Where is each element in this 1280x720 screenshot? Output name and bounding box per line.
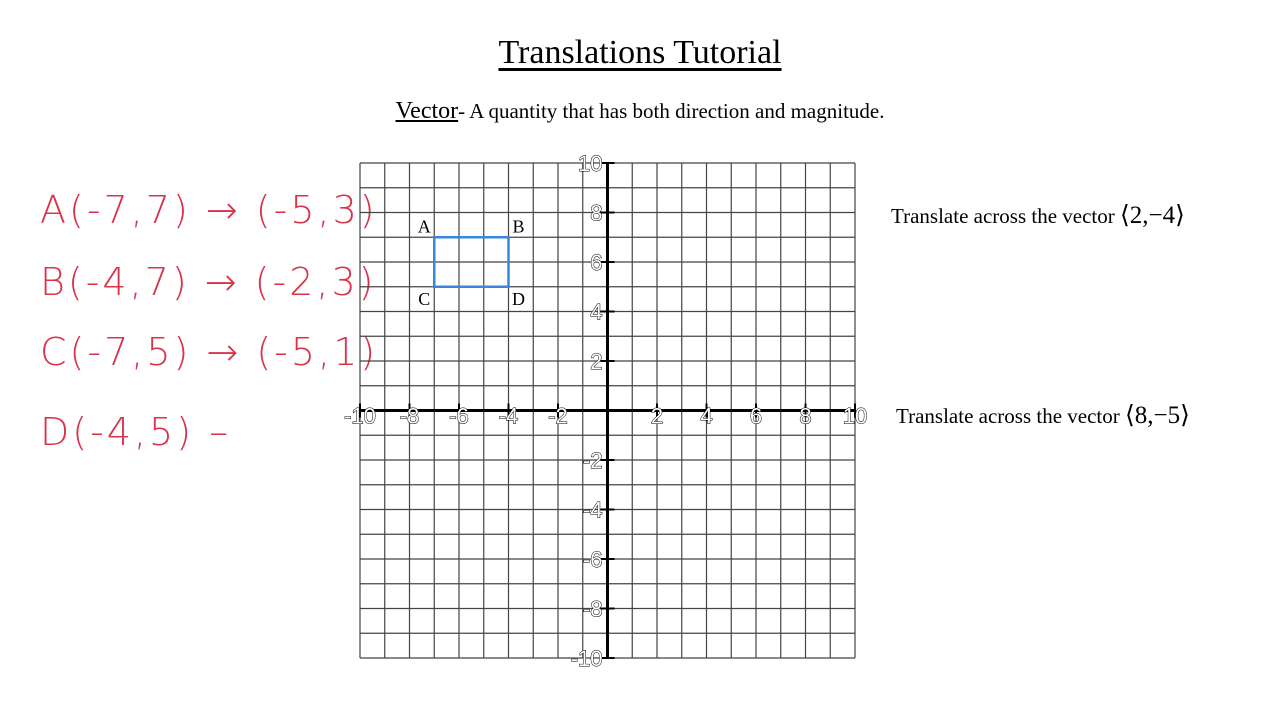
x-tick-label: 6 xyxy=(749,403,763,429)
handwritten-note-b: B(-4,7) → (-2,3) xyxy=(40,260,377,304)
y-tick-label: -6 xyxy=(582,547,603,572)
y-tick-label: 10 xyxy=(578,151,603,176)
x-tick-label: -2 xyxy=(548,403,568,429)
x-tick-label: 10 xyxy=(842,403,868,429)
x-tick-label: -6 xyxy=(449,403,469,429)
instruction-1-text: Translate across the vector xyxy=(891,204,1115,228)
y-tick-label: 8 xyxy=(590,200,603,226)
point-label-c: C xyxy=(418,288,431,309)
x-tick-label: -10 xyxy=(344,403,376,429)
y-tick-label: -4 xyxy=(582,497,603,523)
x-tick-label: 8 xyxy=(799,403,812,429)
instruction-1-vector: ⟨2,−4⟩ xyxy=(1120,202,1185,229)
y-tick-label: 4 xyxy=(590,299,603,325)
instruction-2-vector: ⟨8,−5⟩ xyxy=(1125,402,1190,429)
y-tick-label: -10 xyxy=(570,646,603,671)
handwritten-note-a: A(-7,7) → (-5,3) xyxy=(40,188,378,232)
point-label-b: B xyxy=(512,216,525,237)
point-label-d: D xyxy=(512,288,525,309)
definition-text: - A quantity that has both direction and magnitude. xyxy=(458,99,885,123)
y-tick-label: -2 xyxy=(582,448,603,473)
x-tick-label: 4 xyxy=(700,403,713,429)
handwritten-note-d: D(-4,5) – xyxy=(40,410,232,454)
handwritten-note-c: C(-7,5) → (-5,1) xyxy=(40,330,379,374)
x-tick-label: -8 xyxy=(399,403,420,429)
y-tick-label: 6 xyxy=(590,250,603,275)
definition-term: Vector xyxy=(395,98,459,124)
point-label-a: A xyxy=(417,216,431,237)
page-title: Translations Tutorial xyxy=(498,34,782,71)
instruction-2-text: Translate across the vector xyxy=(896,404,1120,428)
x-tick-label: -4 xyxy=(498,403,519,429)
x-tick-label: 2 xyxy=(650,403,664,429)
y-tick-label: -8 xyxy=(582,596,603,622)
y-tick-label: 2 xyxy=(590,349,603,374)
